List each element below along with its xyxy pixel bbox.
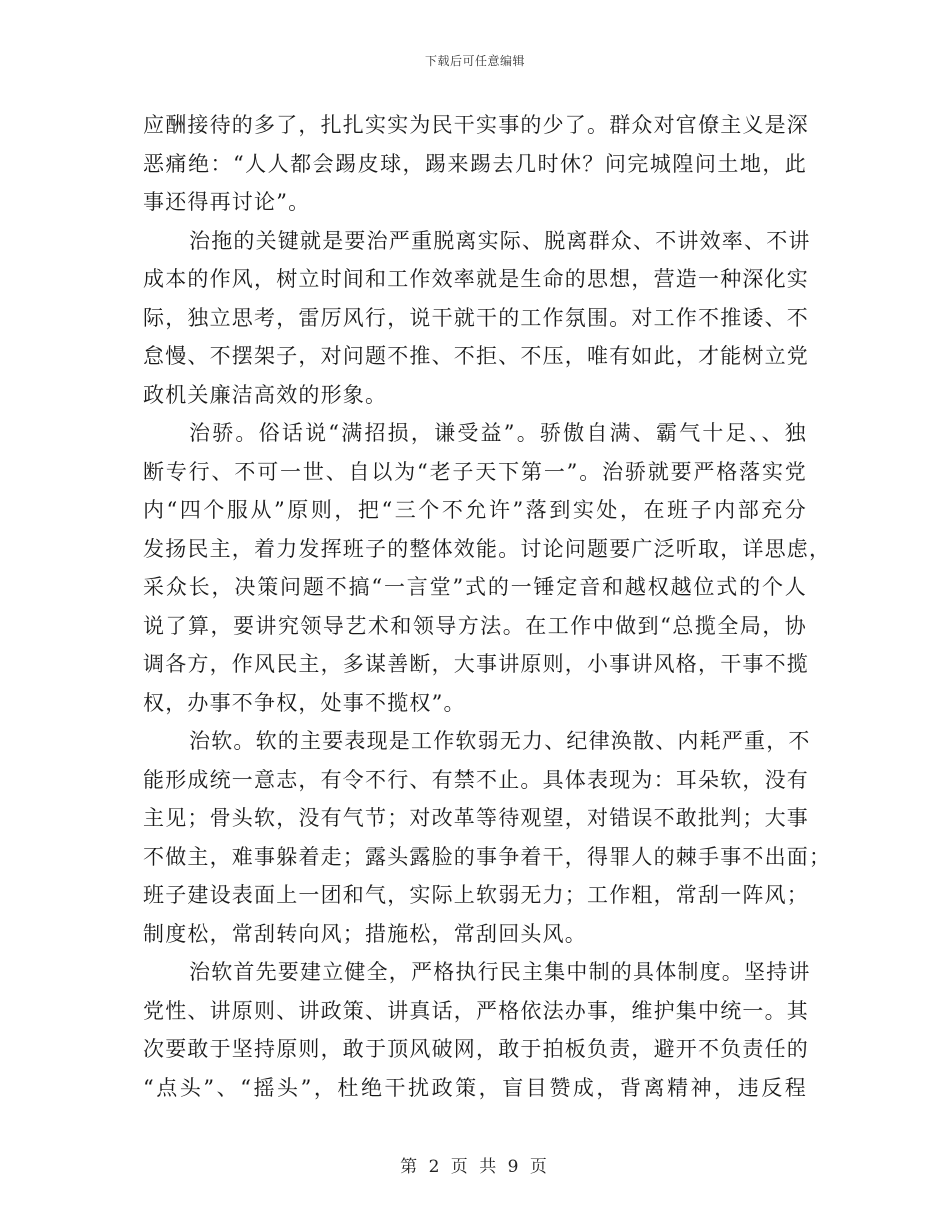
text-line: 成本的作风，树立时间和工作效率就是生命的思想，营造一种深化实 [143, 267, 809, 291]
text-line: 班子建设表面上一团和气，实际上软弱无力；工作粗，常刮一阵风； [143, 883, 809, 907]
text-line: “点头”、“摇头”，杜绝干扰政策，盲目赞成，背离精神，违反程 [143, 1075, 807, 1100]
page-footer: 第 2 页 共 9 页 [400, 1157, 550, 1177]
text-line: 说了算，要讲究领导艺术和领导方法。在工作中做到“总揽全局，协 [143, 613, 807, 638]
text-line: 不做主，难事躲着走；露头露脸的事争着干，得罪人的棘手事不出面； [143, 844, 832, 869]
text-line: 次要敢于坚持原则，敢于顶风破网，敢于拍板负责，避开不负责任的 [143, 1037, 809, 1061]
text-line: 治拖的关键就是要治严重脱离实际、脱离群众、不讲效率、不讲 [189, 228, 811, 253]
text-line: 恶痛绝：“人人都会踢皮球，踢来踢去几时休？问完城隍问土地，此 [143, 151, 807, 176]
text-line: 内“四个服从”原则，把“三个不允许”落到实处，在班子内部充分 [143, 498, 807, 522]
text-line: 应酬接待的多了，扎扎实实为民干实事的少了。群众对官僚主义是深 [143, 113, 809, 137]
page-header: 下载后可任意编辑 [424, 54, 525, 68]
document-body [143, 106, 832, 1107]
text-line: 制度松，常刮转向风；措施松，常刮回头风。 [143, 921, 587, 946]
text-line: 治骄。俗话说“满招损，谦受益”。骄傲自满、霸气十足、、独 [189, 421, 807, 445]
text-line: 能形成统一意志，有令不行、有禁不止。具体表现为：耳朵软，没有 [143, 767, 809, 792]
text-line: 采众长，决策问题不搞“一言堂”式的一锤定音和越权越位式的个人 [143, 575, 807, 599]
text-line: 治软首先要建立健全，严格执行民主集中制的具体制度。坚持讲 [189, 960, 811, 984]
text-line: 党性、讲原则、讲政策、讲真话，严格依法办事，维护集中统一。其 [143, 998, 809, 1023]
text-line: 主见；骨头软，没有气节；对改革等待观望，对错误不敢批判；大事 [143, 806, 809, 830]
text-line: 治软。软的主要表现是工作软弱无力、纪律涣散、内耗严重，不 [189, 729, 811, 753]
text-line: 调各方，作风民主，多谋善断，大事讲原则，小事讲风格，干事不揽 [143, 652, 809, 676]
text-line: 事还得再讨论”。 [143, 190, 311, 214]
text-line: 际，独立思考，雷厉风行，说干就干的工作氛围。对工作不推诿、不 [143, 305, 809, 330]
text-line: 发扬民主，着力发挥班子的整体效能。讨论问题要广泛听取，详思虑， [143, 536, 832, 561]
text-line: 权，办事不争权，处事不揽权”。 [143, 690, 466, 715]
text-line: 断专行、不可一世、自以为“老子天下第一”。治骄就要严格落实党 [143, 459, 807, 484]
text-line: 政机关廉洁高效的形象。 [143, 382, 388, 407]
text-line: 怠慢、不摆架子，对问题不推、不拒、不压，唯有如此，才能树立党 [143, 344, 809, 368]
